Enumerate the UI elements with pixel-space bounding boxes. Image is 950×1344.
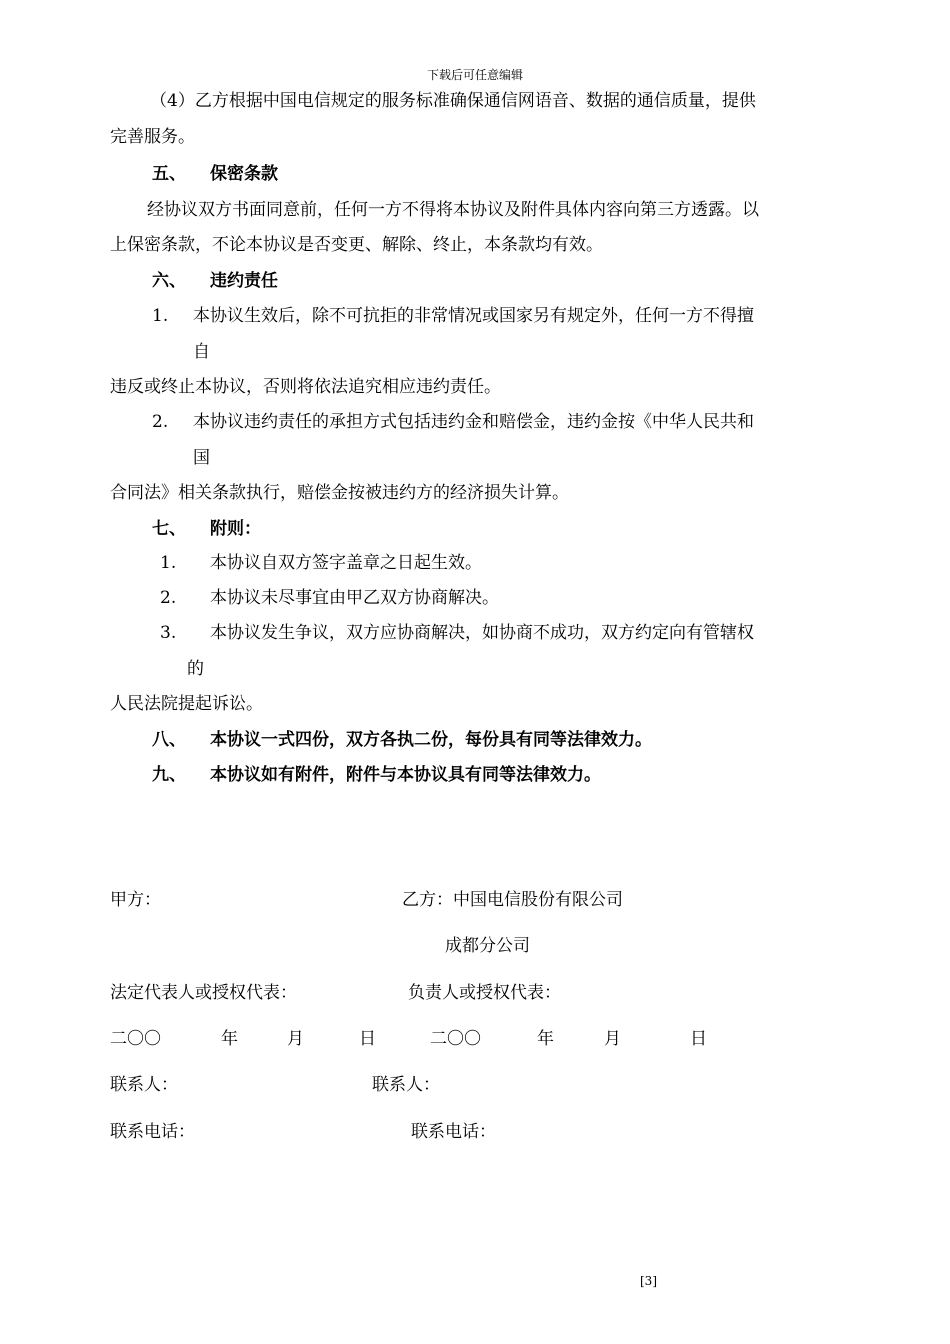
list-item-text: 本协议发生争议，双方应协商解决，如协商不成功，双方约定向有管辖权 bbox=[210, 623, 754, 643]
date-a-day: 日 bbox=[359, 1029, 376, 1049]
list-item-text: 合同法》相关条款执行，赔偿金按被违约方的经济损失计算。 bbox=[110, 483, 569, 503]
paragraph-line: 完善服务。 bbox=[110, 127, 195, 147]
list-item-text: 违反或终止本协议，否则将依法追究相应违约责任。 bbox=[110, 377, 501, 397]
rep-a-label: 法定代表人或授权代表： bbox=[110, 983, 297, 1003]
list-item-text: 本协议未尽事宜由甲乙双方协商解决。 bbox=[210, 588, 499, 608]
party-b-branch: 成都分公司 bbox=[445, 936, 530, 956]
date-b-month: 月 bbox=[604, 1029, 621, 1049]
contact-b-label: 联系人： bbox=[372, 1075, 440, 1095]
section-text: 本协议一式四份，双方各执二份，每份具有同等法律效力。 bbox=[210, 730, 652, 750]
paragraph-line: 经协议双方书面同意前，任何一方不得将本协议及附件具体内容向第三方透露。以 bbox=[147, 200, 759, 220]
section-number: 六、 bbox=[152, 271, 186, 291]
list-item-text: 的 bbox=[187, 659, 204, 679]
section-title: 保密条款 bbox=[210, 164, 278, 184]
phone-a-label: 联系电话： bbox=[110, 1122, 195, 1142]
date-a-year: 年 bbox=[221, 1029, 238, 1049]
list-number: 1. bbox=[160, 553, 177, 573]
page-number: [3] bbox=[640, 1274, 657, 1288]
section-text: 本协议如有附件，附件与本协议具有同等法律效力。 bbox=[210, 765, 601, 785]
date-a-month: 月 bbox=[287, 1029, 304, 1049]
paragraph-line: 上保密条款，不论本协议是否变更、解除、终止，本条款均有效。 bbox=[110, 235, 603, 255]
section-number: 五、 bbox=[152, 164, 186, 184]
section-title: 附则： bbox=[210, 519, 261, 539]
list-item-text: 自 bbox=[193, 342, 210, 362]
section-number: 九、 bbox=[152, 765, 186, 785]
paragraph-line: （4）乙方根据中国电信规定的服务标准确保通信网语音、数据的通信质量，提供 bbox=[150, 91, 756, 111]
list-item-text: 国 bbox=[193, 448, 210, 468]
list-number: 2. bbox=[152, 412, 169, 432]
list-item-text: 本协议违约责任的承担方式包括违约金和赔偿金，违约金按《中华人民共和 bbox=[193, 412, 754, 432]
section-number: 八、 bbox=[152, 730, 186, 750]
list-number: 2. bbox=[160, 588, 177, 608]
list-item-text: 本协议生效后，除不可抗拒的非常情况或国家另有规定外，任何一方不得擅 bbox=[193, 306, 754, 326]
list-number: 1. bbox=[152, 306, 169, 326]
list-item-text: 人民法院提起诉讼。 bbox=[110, 694, 263, 714]
date-b-prefix: 二〇〇 bbox=[430, 1029, 481, 1049]
page-header: 下载后可任意编辑 bbox=[426, 68, 523, 82]
party-b-label: 乙方：中国电信股份有限公司 bbox=[402, 890, 623, 910]
section-title: 违约责任 bbox=[210, 271, 278, 291]
date-a-prefix: 二〇〇 bbox=[110, 1029, 161, 1049]
section-number: 七、 bbox=[152, 519, 186, 539]
list-item-text: 本协议自双方签字盖章之日起生效。 bbox=[210, 553, 482, 573]
list-number: 3. bbox=[160, 623, 177, 643]
date-b-day: 日 bbox=[690, 1029, 707, 1049]
date-b-year: 年 bbox=[537, 1029, 554, 1049]
rep-b-label: 负责人或授权代表： bbox=[408, 983, 561, 1003]
party-a-label: 甲方： bbox=[110, 890, 161, 910]
phone-b-label: 联系电话： bbox=[411, 1122, 496, 1142]
contact-a-label: 联系人： bbox=[110, 1075, 178, 1095]
